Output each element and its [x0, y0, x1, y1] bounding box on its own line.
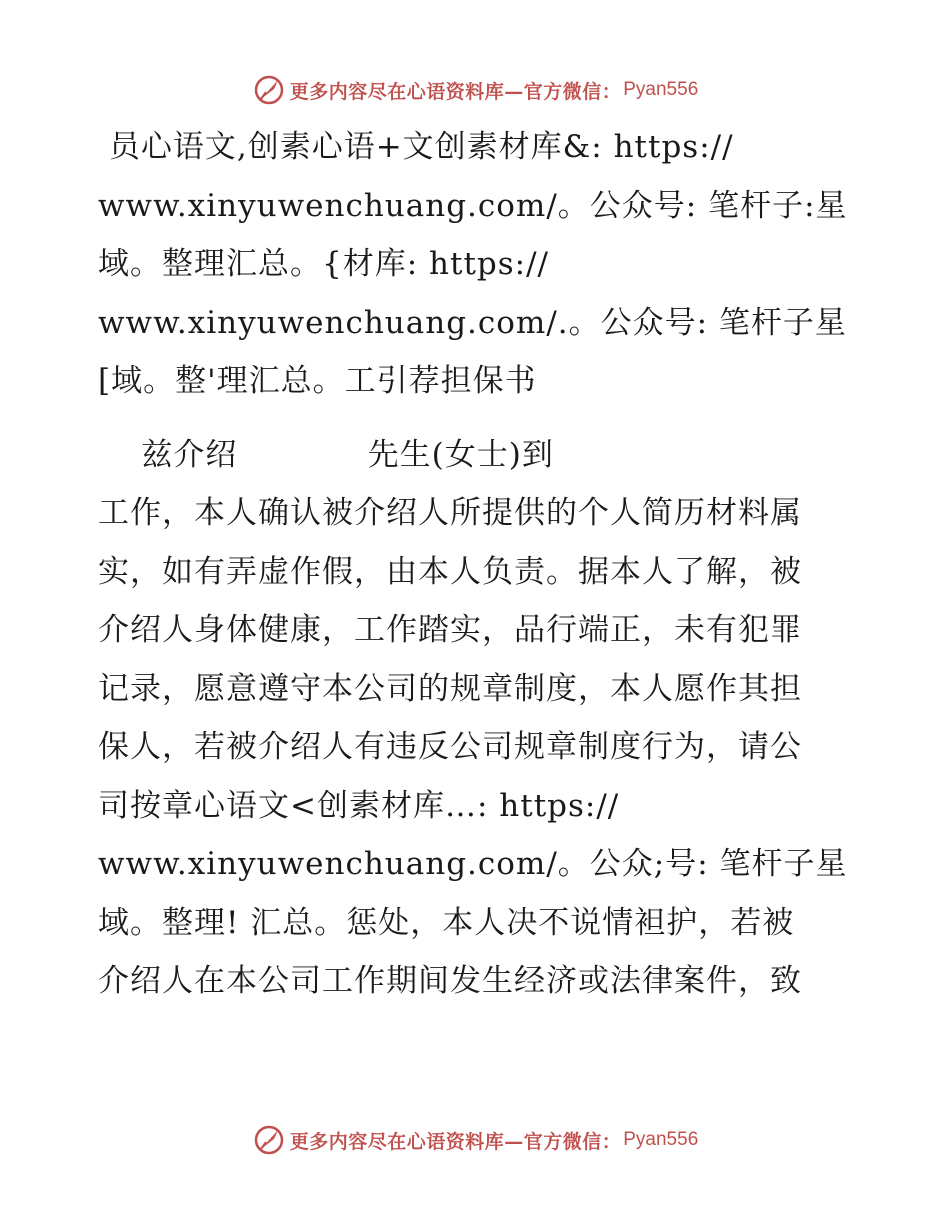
- text-line: www.xinyuwenchuang.com/.。公众号: 笔杆子星: [98, 304, 847, 341]
- text-line: 工作，本人确认被介绍人所提供的个人简历材料属: [98, 495, 802, 531]
- text-line: 介绍人在本公司工作期间发生经济或法律案件，致: [98, 963, 802, 999]
- quill-logo-icon: [252, 73, 286, 107]
- text-line: 域。整理汇总。{材库: https://: [98, 246, 549, 282]
- text-line: 司按章心语文<创素材库…: https://: [98, 787, 620, 824]
- banner-wechat-id: Pyan556: [623, 1129, 699, 1150]
- document-title-line: [域。整'理汇总。工引荐担保书: [98, 363, 537, 399]
- text-line: 保人，若被介绍人有违反公司规章制度行为，请公: [98, 729, 802, 765]
- text-line: 实，如有弄虚作假，由本人负责。据本人了解，被: [98, 553, 802, 590]
- text-line: 员心语文,创素心语+文创素材库&: https://: [98, 129, 734, 165]
- text-line: 兹介绍 先生(女士)到: [98, 436, 554, 473]
- banner-wechat-id: Pyan556: [623, 79, 699, 100]
- banner-text: 更多内容尽在心语资料库—官方微信：: [289, 1130, 622, 1153]
- banner-text: 更多内容尽在心语资料库—官方微信：: [289, 80, 622, 103]
- text-line: 域。整理! 汇总。惩处，本人决不说情袒护，若被: [98, 904, 795, 941]
- text-line: 记录，愿意遵守本公司的规章制度，本人愿作其担: [98, 670, 802, 707]
- text-line: www.xinyuwenchuang.com/。公众号: 笔杆子:星: [98, 187, 848, 224]
- footer-watermark-banner: [0, 1120, 950, 1160]
- quill-logo-icon: [252, 1123, 286, 1157]
- document-body: [98, 118, 858, 1011]
- text-line: www.xinyuwenchuang.com/。公众;号: 笔杆子星: [98, 846, 848, 882]
- text-line: 介绍人身体健康，工作踏实，品行端正，未有犯罪: [98, 612, 802, 648]
- header-watermark-banner: [0, 70, 950, 110]
